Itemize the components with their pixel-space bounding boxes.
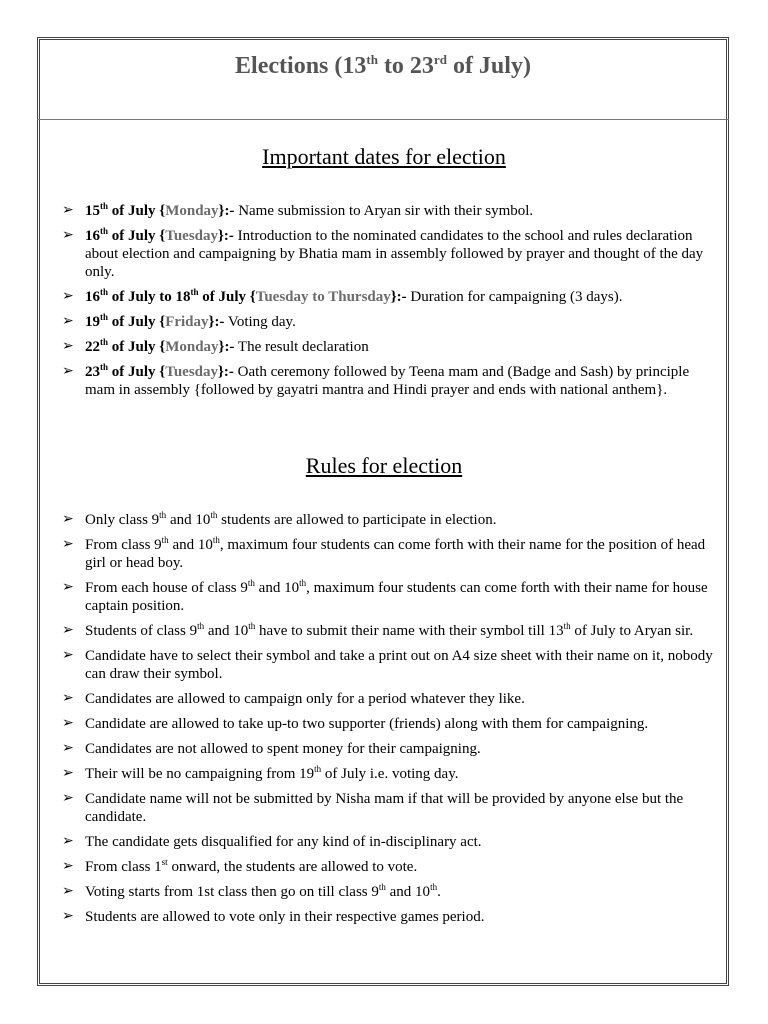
list-item: ➢ 23th of July {Tuesday}:- Oath ceremony followed by Teena mam and (Badge and Sash) by principle mam in assembly {followed by gayatri mantra and Hindi prayer and ends with national anthem}. [62,362,690,398]
rules-heading: Rules for election [305,453,463,478]
bullet-arrow-icon: ➢ [62,364,74,379]
bullet-arrow-icon: ➢ [62,741,74,756]
list-item: ➢ Candidates are allowed to campaign only for a period whatever they like. [62,691,525,707]
bullet-arrow-icon: ➢ [62,512,74,527]
bullet-arrow-icon: ➢ [62,691,74,706]
list-item: ➢ Candidates are not allowed to spent money for their campaigning. [62,741,481,757]
rules-list [60,511,722,926]
list-item: ➢ 19th of July {Friday}:- Voting day. [62,312,296,330]
bullet-arrow-icon: ➢ [62,314,74,329]
list-item: ➢ The candidate gets disqualified for any kind of in-disciplinary act. [62,834,482,850]
bullet-arrow-icon: ➢ [62,859,74,874]
list-item: ➢ Their will be no campaigning from 19th of July i.e. voting day. [62,764,459,782]
list-item: ➢ Students of class 9th and 10th have to submit their name with their symbol till 13th of July to Aryan sir. [62,621,694,639]
list-item: ➢ From class 1st onward, the students are allowed to vote. [62,857,418,875]
bullet-arrow-icon: ➢ [62,289,74,304]
bullet-arrow-icon: ➢ [62,203,74,218]
list-item: ➢ 15th of July {Monday}:- Name submission to Aryan sir with their symbol. [62,201,534,219]
list-item: ➢ From class 9th and 10th, maximum four students can come forth with their name for the position of head girl or head boy. [62,535,706,571]
bullet-arrow-icon: ➢ [62,909,74,924]
list-item: ➢ 22th of July {Monday}:- The result declaration [62,337,369,355]
bullet-arrow-icon: ➢ [62,580,74,595]
list-item: ➢ Candidate are allowed to take up-to two supporter (friends) along with them for campaigning. [62,716,649,732]
bullet-arrow-icon: ➢ [62,834,74,849]
list-item: ➢ Only class 9th and 10th students are allowed to participate in election. [62,510,497,528]
bullet-arrow-icon: ➢ [62,537,74,552]
list-item: ➢ Candidate have to select their symbol and take a print out on A4 size sheet with their name on it, nobody can draw their symbol. [62,648,713,682]
list-item: ➢ From each house of class 9th and 10th, maximum four students can come forth with their name for house captain position. [62,578,708,614]
title-box [37,37,729,120]
list-item: ➢ Candidate name will not be submitted by Nisha mam if that will be provided by anyone else but the candidate. [62,791,684,825]
bullet-arrow-icon: ➢ [62,716,74,731]
bullet-arrow-icon: ➢ [62,648,74,663]
bullet-arrow-icon: ➢ [62,623,74,638]
bullet-arrow-icon: ➢ [62,884,74,899]
bullet-arrow-icon: ➢ [62,791,74,806]
list-item: ➢ 16th of July to 18th of July {Tuesday to Thursday}:- Duration for campaigning (3 days). [62,287,623,305]
bullet-arrow-icon: ➢ [62,339,74,354]
bullet-arrow-icon: ➢ [62,766,74,781]
list-item: ➢ Students are allowed to vote only in their respective games period. [62,909,485,925]
page-title: Elections (13th to 23rd of July) [235,52,531,79]
list-item: ➢ Voting starts from 1st class then go on till class 9th and 10th. [62,882,441,900]
bullet-arrow-icon: ➢ [62,228,74,243]
dates-heading: Important dates for election [262,144,506,169]
list-item: ➢ 16th of July {Tuesday}:- Introduction to the nominated candidates to the school and rules declaration about election and campaigning by Bhatia mam in assembly followed by prayer and thought of the day only. [62,226,704,280]
dates-list [60,202,722,399]
